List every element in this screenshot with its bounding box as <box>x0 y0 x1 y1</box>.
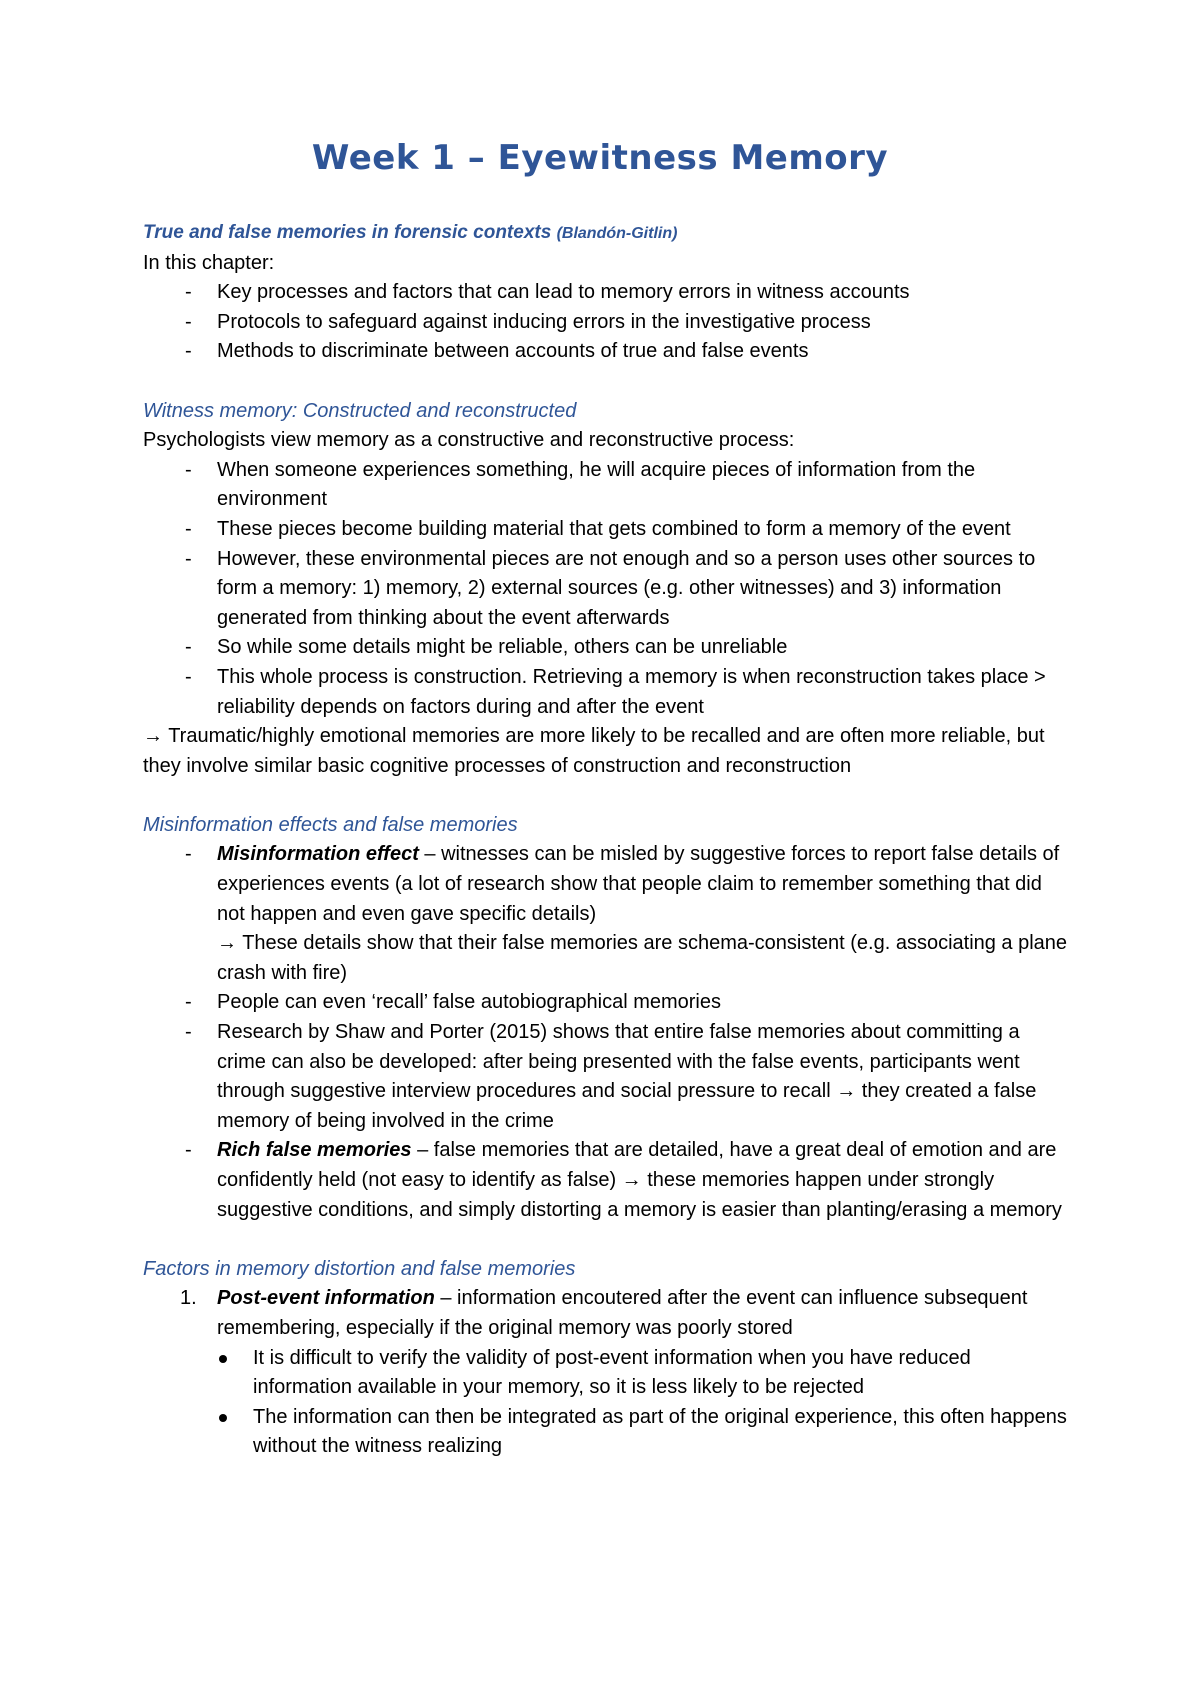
term-post-event-information: Post-event information <box>217 1287 435 1310</box>
section3-list <box>143 840 1073 1225</box>
section1-heading <box>143 218 1073 249</box>
section2-intro: Psychologists view memory as a constructive and reconstructive process: <box>143 429 795 452</box>
spacer <box>143 1225 1073 1255</box>
section1-list <box>143 278 1073 367</box>
spacer <box>143 367 1073 397</box>
spacer <box>143 781 1073 811</box>
page-title: Week 1 – Eyewitness Memory <box>311 138 889 178</box>
list-item <box>143 1284 1073 1462</box>
section1-citation: (Blandón-Gitlin) <box>556 225 678 242</box>
definition-text: – false memories that are detailed, have a great deal of emotion and are confidently held (not easy to identify as false) → these memories happen under strongly suggestive conditions, and simply distorting a memory is easier than planting/erasing a memory <box>217 1139 1062 1221</box>
definition-text: – witnesses can be misled by suggestive forces to report false details of experiences events (a lot of research show that people claim to remember something that did not happen and even gave specific details) <box>217 843 1060 925</box>
list-item: - However, these environmental pieces are not enough and so a person uses other sources to form a memory: 1) memory, 2) external sources (e.g. other witnesses) and 3) information generated from thinking about the event afterwards <box>143 545 1073 634</box>
list-item: - Methods to discriminate between accounts of true and false events <box>143 337 1073 367</box>
list-item <box>143 1136 1073 1225</box>
document-body <box>143 218 1073 1462</box>
section2-conclusion: → Traumatic/highly emotional memories are more likely to be recalled and are often more reliable, but they involve similar basic cognitive processes of construction and reconstruction <box>143 725 1045 777</box>
list-item: - Key processes and factors that can lead to memory errors in witness accounts <box>143 278 1073 308</box>
list-item: - Research by Shaw and Porter (2015) shows that entire false memories about committing a crime can also be developed: after being presented with the false events, participants went through suggestive interview procedures and social pressure to recall → they created a false memory of being involved in the crime <box>143 1018 1073 1136</box>
term-misinformation-effect: Misinformation effect <box>217 843 419 866</box>
list-item <box>143 840 1073 988</box>
sub-note: → These details show that their false memories are schema-consistent (e.g. associating a plane crash with fire) <box>217 932 1068 984</box>
bullet-item: The information can then be integrated as part of the original experience, this often happens without the witness realizing <box>217 1403 1073 1462</box>
section4-list <box>143 1284 1073 1462</box>
bullet-item: It is difficult to verify the validity of post-event information when you have reduced information available in your memory, so it is less likely to be rejected <box>217 1344 1073 1403</box>
list-item: - When someone experiences something, he will acquire pieces of information from the environment <box>143 456 1073 515</box>
section3-heading: Misinformation effects and false memories <box>143 813 518 836</box>
term-rich-false-memories: Rich false memories <box>217 1139 412 1162</box>
section1-heading-text: True and false memories in forensic contexts <box>143 222 552 243</box>
list-item: - This whole process is construction. Retrieving a memory is when reconstruction takes place > reliability depends on factors during and after the event <box>143 663 1073 722</box>
section1-intro: In this chapter: <box>143 251 275 274</box>
section2-list <box>143 456 1073 722</box>
section4-heading: Factors in memory distortion and false memories <box>143 1257 576 1280</box>
list-item: - Protocols to safeguard against inducing errors in the investigative process <box>143 308 1073 338</box>
section4-bullets <box>217 1344 1073 1462</box>
list-item: - People can even ‘recall’ false autobiographical memories <box>143 988 1073 1018</box>
definition-text: – information encoutered after the event can influence subsequent remembering, especially if the original memory was poorly stored <box>217 1287 1028 1339</box>
list-item: - These pieces become building material that gets combined to form a memory of the event <box>143 515 1073 545</box>
list-number: 1. <box>180 1287 197 1310</box>
section2-heading: Witness memory: Constructed and reconstructed <box>143 399 577 422</box>
list-item: - So while some details might be reliable, others can be unreliable <box>143 633 1073 663</box>
